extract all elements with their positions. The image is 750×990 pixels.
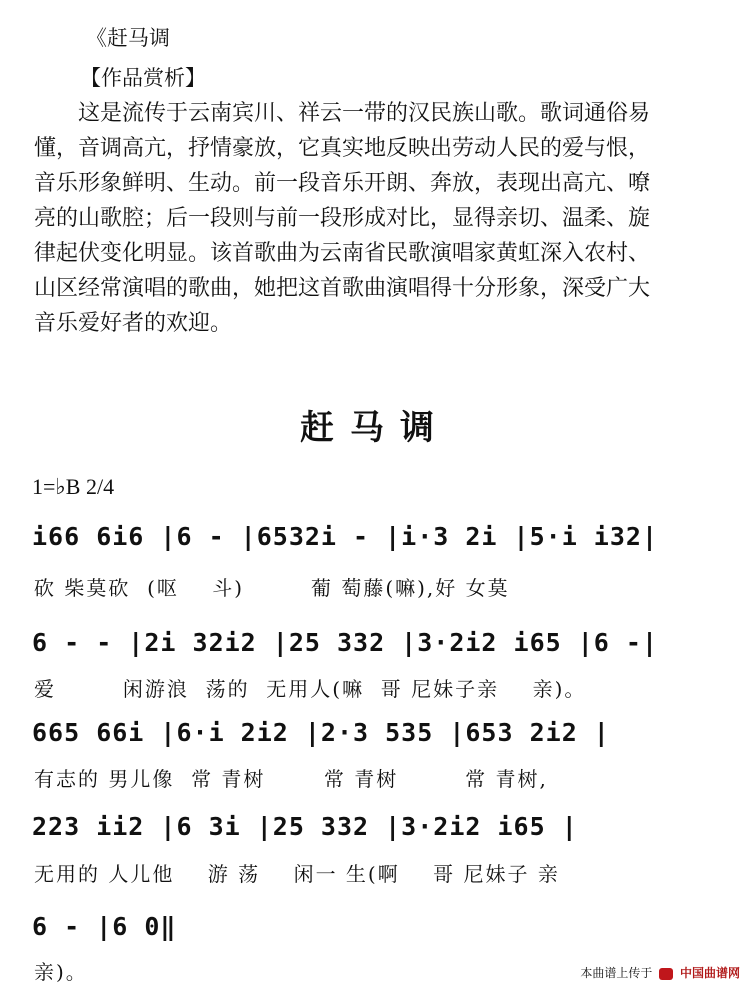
section-label: 【作品赏析】	[80, 66, 206, 90]
intro-title: 《赶马调	[86, 26, 170, 50]
score-lyrics-line: 亲)。	[34, 960, 88, 984]
score-lyrics-line: 爱 闲游浪 荡的 无用人(嘛 哥 尼妹子亲 亲)。	[34, 677, 587, 701]
score-lyrics-line: 有志的 男儿像 常 青树 常 青树 常 青树,	[34, 767, 548, 791]
paragraph-line: 这是流传于云南宾川、祥云一带的汉民族山歌。歌词通俗易	[34, 101, 651, 126]
paragraph-line: 律起伏变化明显。该首歌曲为云南省民歌演唱家黄虹深入农村、	[34, 241, 651, 266]
score-notes-line: 223 ii2 |6 3i |25 332 |3·2i2 i65 |	[32, 812, 578, 841]
paragraph-line: 音乐形象鲜明、生动。前一段音乐开朗、奔放，表现出高亢、嘹	[34, 171, 651, 196]
upload-credit	[580, 964, 740, 981]
paragraph-line: 亮的山歌腔；后一段则与前一段形成对比，显得亲切、温柔、旋	[34, 206, 651, 231]
song-title: 赶马调	[300, 408, 450, 448]
paragraph-line: 音乐爱好者的欢迎。	[34, 311, 233, 336]
score-lyrics-line: 无用的 人儿他 游 荡 闲一 生(啊 哥 尼妹子 亲	[34, 862, 560, 886]
score-notes-line: 6 - |6 0‖	[32, 912, 177, 941]
credit-brand[interactable]: 中国曲谱网	[679, 966, 740, 980]
site-logo-icon	[659, 968, 673, 980]
appreciation-paragraph	[34, 96, 734, 341]
key-signature: 1=♭B 2/4	[32, 474, 115, 499]
paragraph-line: 懂，音调高亢，抒情豪放，它真实地反映出劳动人民的爱与恨，	[34, 136, 651, 161]
credit-text: 本曲谱上传于	[580, 966, 653, 980]
score-notes-line: 665 66i |6·i 2i2 |2·3 535 |653 2i2 |	[32, 718, 610, 747]
score-notes-line: 6 - - |2i 32i2 |25 332 |3·2i2 i65 |6 -|	[32, 628, 658, 657]
paragraph-line: 山区经常演唱的歌曲，她把这首歌曲演唱得十分形象，深受广大	[34, 276, 651, 301]
score-lyrics-line: 砍 柴莫砍 (呕 斗) 葡 萄藤(嘛),好 女莫	[34, 576, 510, 600]
score-notes-line: i66 6i6 |6 - |6532i - |i·3 2i |5·i i32|	[32, 522, 658, 551]
